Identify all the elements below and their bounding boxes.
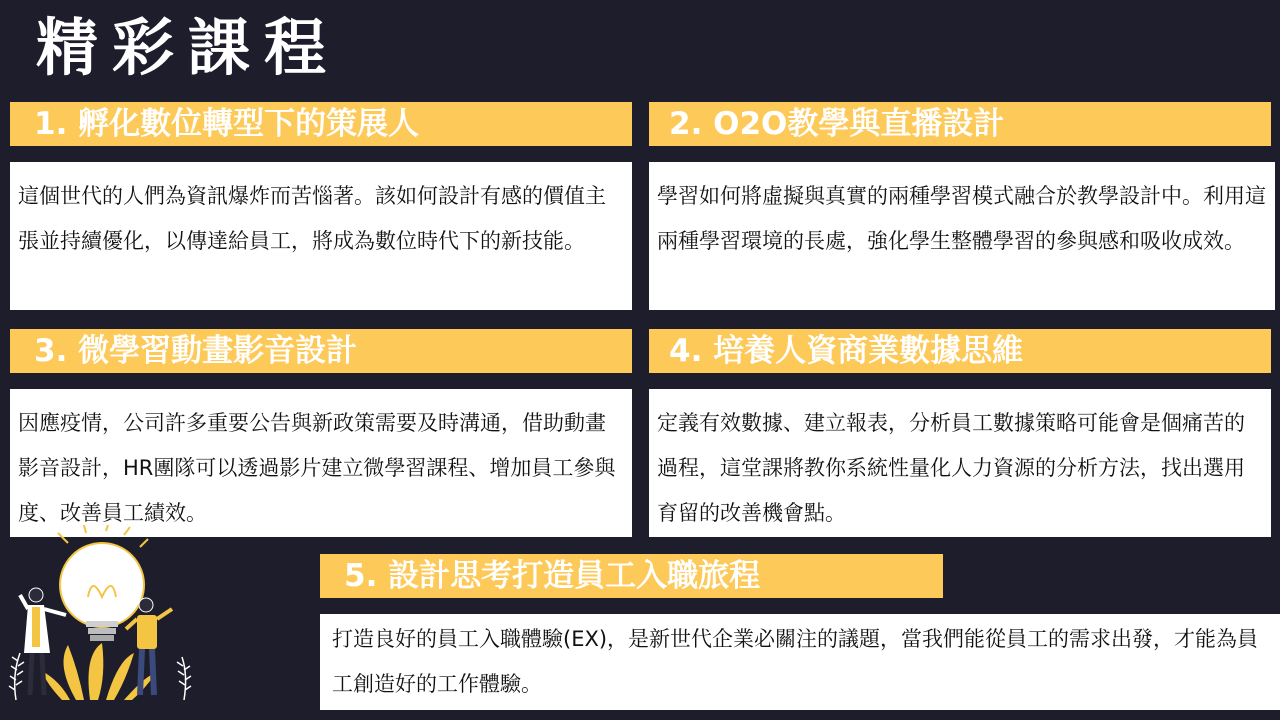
course-5-heading: 5. 設計思考打造員工入職旅程: [320, 554, 943, 598]
course-2-heading: 2. O2O教學與直播設計: [649, 102, 1271, 146]
course-4-description: 定義有效數據、建立報表，分析員工數據策略可能會是個痛苦的過程，這堂課將教你系統性量化人力資源的分析方法，找出選用育留的改善機會點。: [649, 389, 1271, 537]
person-left-icon: [20, 588, 66, 695]
course-1-description: 這個世代的人們為資訊爆炸而苦惱著。該如何設計有感的價值主張並持續優化，以傳達給員工，將成為數位時代下的新技能。: [10, 162, 632, 310]
course-1-heading: 1. 孵化數位轉型下的策展人: [10, 102, 632, 146]
course-5-description: 打造良好的員工入職體驗(EX)，是新世代企業必關注的議題，當我們能從員工的需求出發，才能為員工創造好的工作體驗。: [320, 614, 1280, 710]
course-2-description: 學習如何將虛擬與真實的兩種學習模式融合於教學設計中。利用這兩種學習環境的長處，強化學生整體學習的參與感和吸收成效。: [649, 162, 1275, 310]
fern-left-icon: [9, 653, 24, 700]
fern-right-icon: [177, 657, 191, 700]
lightbulb-illustration: [6, 525, 202, 705]
course-4-heading: 4. 培養人資商業數據思維: [649, 329, 1271, 373]
page-title: 精彩課程: [36, 11, 341, 84]
course-3-description: 因應疫情，公司許多重要公告與新政策需要及時溝通，借助動畫影音設計，HR團隊可以透過影片建立微學習課程、增加員工參與度、改善員工績效。: [10, 389, 632, 537]
course-3-heading: 3. 微學習動畫影音設計: [10, 329, 632, 373]
